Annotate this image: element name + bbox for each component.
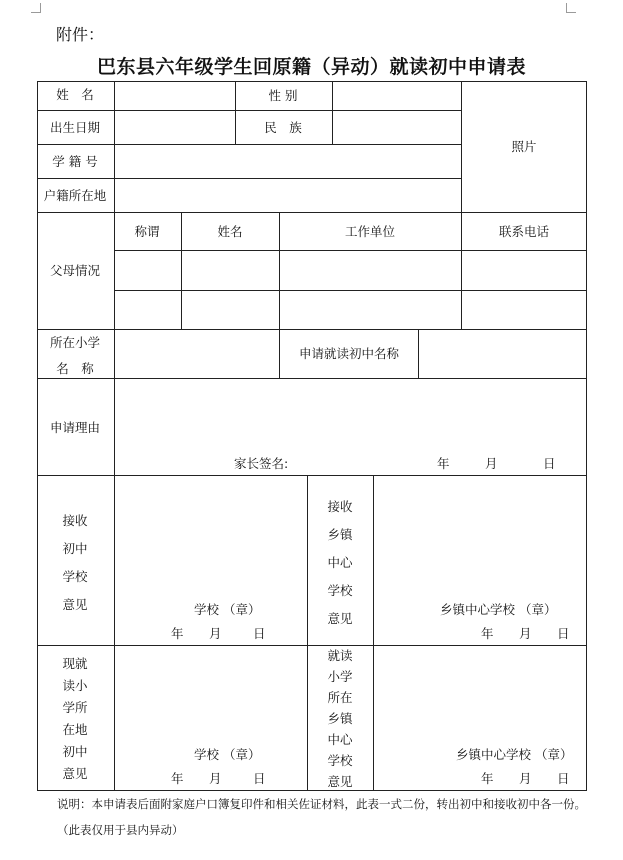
date-year: 年 (437, 456, 450, 471)
parents-col-employer: 工作单位 (344, 223, 396, 239)
current-town-opinion-field[interactable] (374, 646, 586, 790)
primary-school-label: 所在小学 名 称 (49, 335, 101, 376)
household-label: 户籍所在地 (43, 187, 107, 203)
attachment-label: 附件： (56, 25, 105, 44)
parent-row-2[interactable] (115, 291, 586, 329)
name-label: 姓 名 (56, 86, 94, 102)
receiving-school-opinion-label: 接收 初中 学校 意见 (62, 513, 88, 612)
primary-school-field[interactable] (115, 330, 279, 378)
date-day: 日 (557, 626, 570, 641)
application-form-table (37, 81, 587, 791)
date-day: 日 (543, 456, 556, 471)
student-id-label: 学 籍 号 (52, 153, 98, 169)
table-rule (37, 212, 587, 213)
target-school-field[interactable] (419, 330, 586, 378)
document-title: 巴东县六年级学生回原籍（异动）就读初中申请表 (96, 56, 526, 78)
table-border-bottom (37, 790, 587, 791)
date-year: 年 (171, 771, 184, 786)
footnote-scope: （此表仅用于县内异动） (57, 823, 184, 837)
school-seal-label: 学校 （章） (194, 602, 261, 617)
receiving-town-opinion-field[interactable] (374, 476, 586, 645)
parents-col-relation: 称谓 (134, 223, 160, 239)
receiving-school-opinion-field[interactable] (115, 476, 307, 645)
current-school-opinion-field[interactable] (115, 646, 307, 790)
table-rule (235, 81, 236, 144)
date-day: 日 (557, 771, 570, 786)
parents-col-name: 姓名 (217, 223, 243, 239)
receiving-town-opinion-label: 接收 乡镇 中心 学校 意见 (327, 499, 353, 626)
ethnicity-label: 民 族 (264, 119, 302, 135)
town-seal-label: 乡镇中心学校 （章） (456, 747, 573, 762)
footnote: 说明：本申请表后面附家庭户口簿复印件和相关佐证材料，此表一式二份，转出初中和接收初中各一份。 (57, 797, 586, 811)
current-town-opinion-label: 就读 小学 所在 乡镇 中心 学校 意见 (327, 648, 353, 789)
gender-field[interactable] (333, 82, 461, 110)
name-field[interactable] (115, 82, 235, 110)
photo-label: 照片 (511, 138, 537, 154)
photo-box[interactable] (462, 82, 586, 212)
gender-label: 性 别 (268, 87, 298, 103)
table-rule (307, 475, 308, 790)
school-seal-label: 学校 （章） (194, 747, 261, 762)
date-year: 年 (481, 626, 494, 641)
date-day: 日 (253, 771, 266, 786)
date-month: 月 (209, 771, 222, 786)
date-month: 月 (519, 771, 532, 786)
parents-col-phone: 联系电话 (498, 223, 550, 239)
birthdate-label: 出生日期 (49, 119, 101, 135)
current-school-opinion-label: 现就 读小 学所 在地 初中 意见 (62, 656, 88, 781)
student-id-field[interactable] (115, 145, 461, 178)
parent-signature-label: 家长签名: (234, 456, 289, 471)
parent-row-1[interactable] (115, 251, 586, 290)
page-corner-mark (31, 3, 41, 13)
date-month: 月 (519, 626, 532, 641)
birthdate-field[interactable] (115, 111, 235, 144)
page-corner-mark (566, 3, 576, 13)
date-month: 月 (485, 456, 498, 471)
table-border-right (586, 81, 587, 791)
town-seal-label: 乡镇中心学校 （章） (440, 602, 557, 617)
household-field[interactable] (115, 179, 461, 212)
target-school-label: 申请就读初中名称 (298, 345, 400, 361)
date-day: 日 (253, 626, 266, 641)
reason-field[interactable] (115, 379, 586, 451)
table-border-left (37, 81, 38, 791)
date-year: 年 (481, 771, 494, 786)
date-month: 月 (209, 626, 222, 641)
parents-label: 父母情况 (49, 262, 101, 278)
reason-label: 申请理由 (49, 419, 101, 435)
ethnicity-field[interactable] (333, 111, 461, 144)
date-year: 年 (171, 626, 184, 641)
